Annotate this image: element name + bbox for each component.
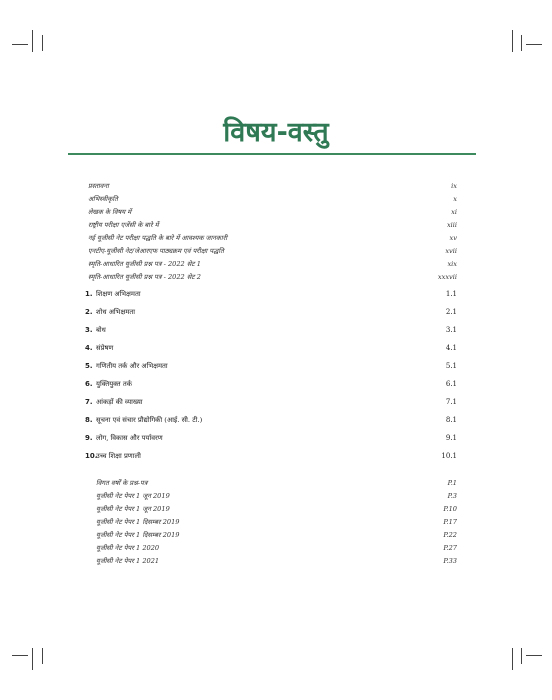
toc-entry-page: xi [451, 208, 457, 216]
toc-entry-preface[interactable] [0, 180, 552, 193]
toc-entry-label: यूजीसी नेट पेपर 1 2021 [96, 557, 160, 565]
toc-entry-label: नई यूजीसी नेट परीक्षा पद्धति के बारे में आवश्यक जानकारी [88, 234, 228, 242]
chapter-title: आंकड़ों की व्याख्या [96, 398, 143, 406]
chapter-page: 2.1 [445, 308, 457, 316]
chapter-page: 4.1 [445, 344, 457, 352]
chapter-number: 6. [85, 380, 93, 388]
toc-chapter-8[interactable] [0, 414, 552, 427]
toc-entry-label: यूजीसी नेट पेपर 1 जून 2019 [96, 492, 170, 500]
chapter-page: 9.1 [445, 434, 457, 442]
toc-entry-page: P.27 [443, 544, 457, 552]
chapter-title: लोग, विकास और पर्यावरण [96, 434, 163, 442]
toc-entry-exam-pattern-info[interactable] [0, 232, 552, 245]
chapter-page: 8.1 [445, 416, 457, 424]
chapter-number: 4. [85, 344, 93, 352]
toc-entry-label: राष्ट्रीय परीक्षा एजेंसी के बारे में [88, 221, 159, 229]
toc-entry-page: P.33 [443, 557, 457, 565]
chapter-page: 6.1 [445, 380, 457, 388]
toc-chapter-4[interactable] [0, 342, 552, 355]
toc-entry-label: विगत वर्षों के प्रश्न-पत्र [96, 479, 148, 487]
chapter-page: 1.1 [445, 290, 457, 298]
chapter-number: 10. [85, 452, 98, 460]
toc-entry-page: x [453, 195, 457, 203]
toc-entry-page: xv [449, 234, 457, 242]
chapter-page: 7.1 [445, 398, 457, 406]
toc-entry-label: यूजीसी नेट पेपर 1 2020 [96, 544, 160, 552]
toc-entry-label: यूजीसी नेट पेपर 1 दिसम्बर 2019 [96, 531, 180, 539]
chapter-number: 7. [85, 398, 93, 406]
toc-entry-paper-2021[interactable] [0, 555, 552, 568]
chapter-page: 10.1 [441, 452, 457, 460]
page-title: विषय-वस्तु [223, 117, 329, 148]
chapter-number: 9. [85, 434, 93, 442]
chapter-title: युक्तियुक्त तर्क [96, 380, 132, 388]
toc-entry-paper-june-2019-a[interactable] [0, 490, 552, 503]
toc-chapter-2[interactable] [0, 306, 552, 319]
chapter-number: 3. [85, 326, 93, 334]
chapter-title: शिक्षण अभिक्षमता [96, 290, 141, 298]
toc-entry-label: स्मृति-आधारित यूजीसी प्रश्न पत्र - 2022 सेट 1 [88, 260, 201, 268]
chapter-number: 1. [85, 290, 93, 298]
toc-entry-page: xix [447, 260, 457, 268]
chapter-title: उच्च शिक्षा प्रणाली [96, 452, 141, 460]
toc-entry-page: xxxvii [437, 273, 457, 281]
toc-chapter-6[interactable] [0, 378, 552, 391]
toc-entry-label: यूजीसी नेट पेपर 1 दिसम्बर 2019 [96, 518, 180, 526]
toc-entry-page: xiii [446, 221, 457, 229]
chapter-title: शोध अभिक्षमता [96, 308, 136, 316]
toc-entry-paper-dec-2019-a[interactable] [0, 516, 552, 529]
chapter-number: 5. [85, 362, 93, 370]
toc-entry-label: स्मृति-आधारित यूजीसी प्रश्न पत्र - 2022 सेट 2 [88, 273, 201, 281]
toc-chapter-3[interactable] [0, 324, 552, 337]
toc-entry-page: ix [451, 182, 457, 190]
chapter-number: 8. [85, 416, 93, 424]
toc-entry-label: प्रस्तावना [88, 182, 109, 190]
toc-entry-syllabus[interactable] [0, 245, 552, 258]
toc-entry-page: P.10 [443, 505, 457, 513]
toc-entry-page: P.17 [443, 518, 457, 526]
toc-entry-previous-papers[interactable] [0, 477, 552, 490]
toc-entry-about-author[interactable] [0, 206, 552, 219]
toc-entry-label: यूजीसी नेट पेपर 1 जून 2019 [96, 505, 170, 513]
toc-entry-memory-paper-set-1[interactable] [0, 258, 552, 271]
toc-chapter-10[interactable] [0, 450, 552, 463]
toc-entry-paper-2020[interactable] [0, 542, 552, 555]
toc-entry-page: P.3 [447, 492, 457, 500]
chapter-page: 3.1 [445, 326, 457, 334]
toc-entry-page: P.1 [447, 479, 457, 487]
chapter-title: बोध [96, 326, 106, 334]
toc-entry-paper-june-2019-b[interactable] [0, 503, 552, 516]
toc-entry-paper-dec-2019-b[interactable] [0, 529, 552, 542]
toc-chapter-7[interactable] [0, 396, 552, 409]
chapter-title: सूचना एवं संचार प्रौद्योगिकी (आई. सी. टी.) [96, 416, 203, 424]
chapter-title: संप्रेषण [96, 344, 114, 352]
toc-entry-page: xvii [445, 247, 457, 255]
toc-chapter-9[interactable] [0, 432, 552, 445]
toc-entry-label: अभिस्वीकृति [88, 195, 118, 203]
chapter-page: 5.1 [445, 362, 457, 370]
toc-entry-memory-paper-set-2[interactable] [0, 271, 552, 284]
chapter-title: गणितीय तर्क और अभिक्षमता [96, 362, 168, 370]
toc-chapter-1[interactable] [0, 288, 552, 301]
toc-entry-label: एनटीए-यूजीसी नेट/जेआरएफ पाठ्यक्रम एवं परीक्षा पद्धति [88, 247, 224, 255]
toc-entry-page: P.22 [443, 531, 457, 539]
toc-entry-acknowledgement[interactable] [0, 193, 552, 206]
toc-entry-about-nta[interactable] [0, 219, 552, 232]
toc-entry-label: लेखक के विषय में [88, 208, 132, 216]
chapter-number: 2. [85, 308, 93, 316]
toc-chapter-5[interactable] [0, 360, 552, 373]
